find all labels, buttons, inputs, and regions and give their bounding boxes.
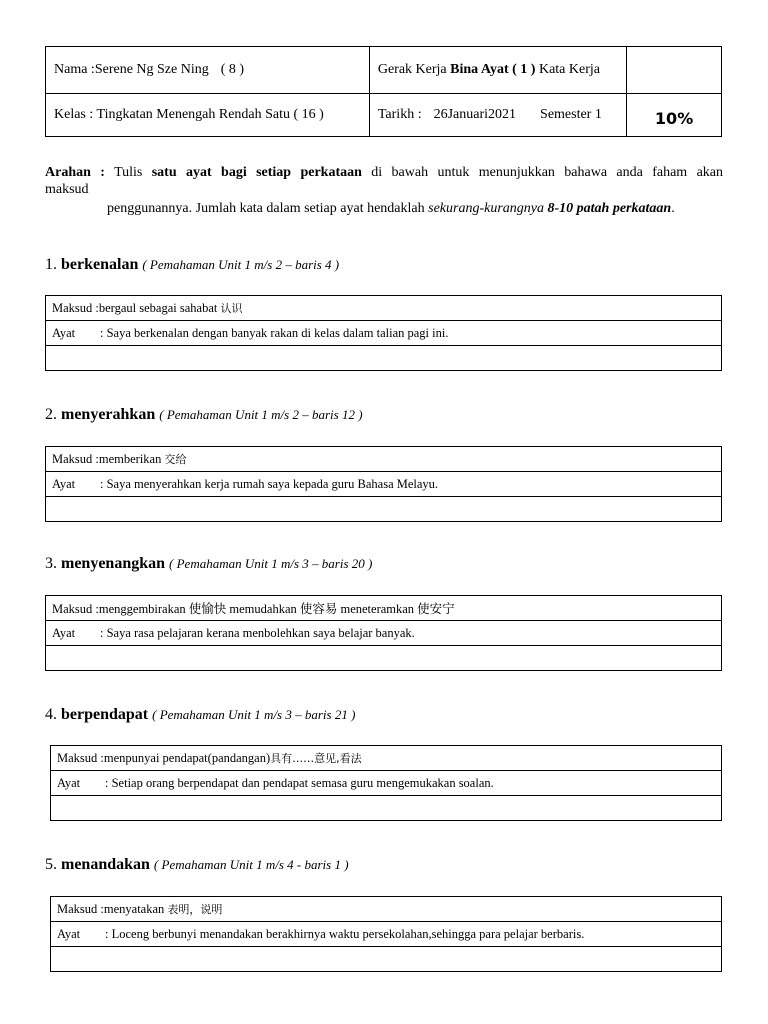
section-number: 2. — [45, 406, 57, 423]
section-5-table — [50, 896, 722, 972]
blank-row — [46, 646, 722, 671]
ayat-label: Ayat — [52, 476, 76, 491]
section-2-table — [45, 446, 722, 522]
maksud-label: Maksud : — [57, 902, 104, 916]
maksud-chinese: 表明，说明 — [167, 903, 223, 916]
maksud-row — [46, 296, 722, 321]
maksud-label: Maksud : — [52, 452, 99, 466]
section-reference: ( Pemahaman Unit 1 m/s 3 – baris 20 ) — [169, 556, 373, 571]
instruction-line-3 — [45, 200, 723, 217]
maksud-chinese: 具有……意见,看法 — [270, 752, 362, 765]
score-cell-top — [627, 47, 722, 94]
maksud-text: menyatakan — [103, 902, 165, 916]
semester: Semester 1 — [540, 107, 602, 122]
section-1-table — [45, 295, 722, 371]
section-5-heading — [45, 856, 349, 874]
maksud-label: Maksud : — [52, 602, 99, 616]
ayat-row — [51, 771, 722, 796]
ayat-text: : Setiap orang berpendapat dan pendapat semasa guru mengemukakan soalan. — [105, 775, 494, 790]
student-name: Nama :Serene Ng Sze Ning — [54, 62, 209, 77]
ayat-row — [46, 321, 722, 346]
instruction-text-2: di bawah untuk menunjukkan bahawa anda faham akan — [371, 165, 723, 180]
instruction-text-3: maksud — [45, 182, 89, 197]
section-number: 1. — [45, 256, 57, 273]
maksud-chinese: 认识 — [220, 302, 243, 315]
ayat-label: Ayat — [52, 325, 76, 340]
blank-row — [51, 796, 722, 821]
maksud-row — [51, 746, 722, 771]
activity-prefix: Gerak Kerja — [377, 62, 447, 77]
maksud-row — [46, 447, 722, 472]
student-number: ( 8 ) — [220, 62, 245, 77]
instruction-italic: sekurang-kurangnya — [428, 201, 544, 216]
section-4-table — [50, 745, 722, 821]
section-number: 5. — [45, 856, 57, 873]
instruction-bold-1: satu ayat bagi setiap perkataan — [151, 165, 362, 180]
maksud-row — [51, 897, 722, 922]
section-reference: ( Pemahaman Unit 1 m/s 3 – baris 21 ) — [152, 707, 356, 722]
section-word: berpendapat — [61, 706, 149, 723]
ayat-label: Ayat — [57, 775, 81, 790]
section-reference: ( Pemahaman Unit 1 m/s 4 - baris 1 ) — [153, 857, 349, 872]
section-2-heading — [45, 406, 363, 424]
section-word: berkenalan — [61, 256, 139, 273]
date-cell — [369, 94, 626, 137]
section-1-heading — [45, 256, 339, 274]
section-4-heading — [45, 706, 355, 724]
ayat-row — [46, 472, 722, 497]
class-cell — [46, 94, 370, 137]
activity-cell — [369, 47, 626, 94]
instruction-bold-italic: 8-10 patah perkataan — [547, 201, 672, 216]
section-reference: ( Pemahaman Unit 1 m/s 2 – baris 12 ) — [159, 407, 363, 422]
section-reference: ( Pemahaman Unit 1 m/s 2 – baris 4 ) — [142, 257, 340, 272]
blank-row — [46, 497, 722, 522]
activity-title: Bina Ayat ( 1 ) — [450, 62, 536, 77]
section-word: menyerahkan — [61, 406, 156, 423]
maksud-text: menpunyai pendapat(pandangan) — [103, 751, 271, 765]
score-percent: 10% — [654, 108, 694, 128]
section-number: 4. — [45, 706, 57, 723]
ayat-label: Ayat — [57, 926, 81, 941]
date-value: 26Januari2021 — [433, 107, 517, 122]
instruction-label: Arahan : — [45, 165, 105, 180]
maksud-text: memberikan — [98, 452, 162, 466]
maksud-label: Maksud : — [57, 751, 104, 765]
ayat-row — [51, 922, 722, 947]
student-name-cell — [46, 47, 370, 94]
blank-row — [46, 346, 722, 371]
header-table — [45, 46, 722, 137]
maksud-text: bergaul sebagai sahabat — [98, 301, 218, 315]
blank-row — [51, 947, 722, 972]
section-word: menandakan — [61, 856, 150, 873]
instruction-end: . — [671, 201, 675, 216]
section-word: menyenangkan — [61, 555, 166, 572]
maksud-label: Maksud : — [52, 301, 99, 315]
score-cell — [627, 94, 722, 137]
ayat-text: : Loceng berbunyi menandakan berakhirnya waktu persekolahan,sehingga para pelajar berbaris. — [105, 926, 585, 941]
date-label: Tarikh : — [377, 107, 422, 122]
ayat-text: : Saya rasa pelajaran kerana menbolehkan saya belajar banyak. — [100, 625, 415, 640]
section-3-heading — [45, 555, 372, 573]
instruction-line-2 — [45, 181, 723, 198]
ayat-row — [46, 621, 722, 646]
ayat-label: Ayat — [52, 625, 76, 640]
section-number: 3. — [45, 555, 57, 572]
activity-suffix: Kata Kerja — [538, 62, 600, 77]
ayat-text: : Saya berkenalan dengan banyak rakan di kelas dalam talian pagi ini. — [100, 325, 449, 340]
maksud-row — [46, 596, 722, 621]
maksud-chinese: 交给 — [164, 453, 187, 466]
section-3-table — [45, 595, 722, 671]
class-name: Kelas : Tingkatan Menengah Rendah Satu ( 16 ) — [54, 107, 324, 122]
instruction — [45, 164, 723, 217]
maksud-text: menggembirakan 使愉快 memudahkan 使容易 meneteramkan 使安宁 — [98, 602, 455, 616]
instruction-text-4: penggunannya. Jumlah kata dalam setiap ayat hendaklah — [107, 201, 425, 216]
ayat-text: : Saya menyerahkan kerja rumah saya kepada guru Bahasa Melayu. — [100, 476, 439, 491]
instruction-text-1: Tulis — [114, 165, 143, 180]
